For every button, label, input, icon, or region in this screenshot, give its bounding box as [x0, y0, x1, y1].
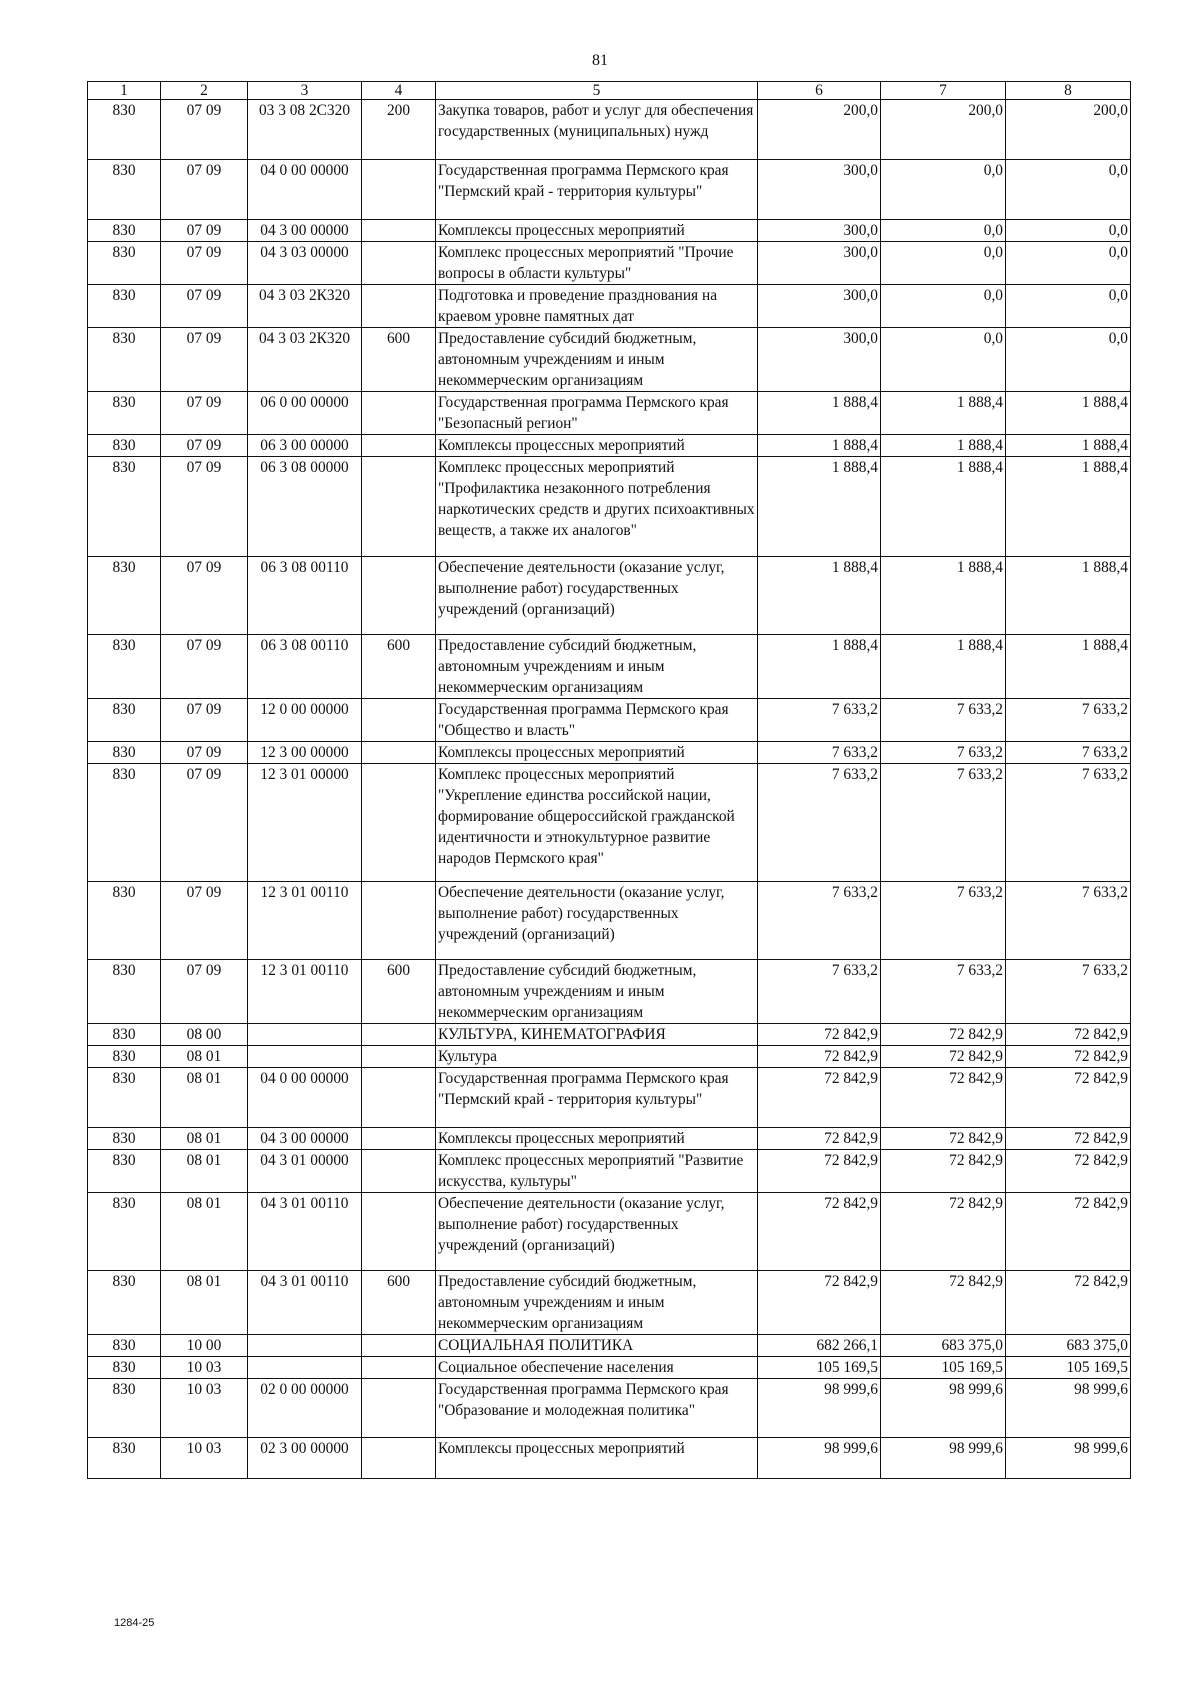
- expense-type-cell: [362, 1438, 436, 1479]
- description-cell: Комплексы процессных мероприятий: [436, 742, 758, 764]
- section-code-cell: 08 01: [161, 1150, 248, 1193]
- table-row: [88, 635, 1131, 699]
- section-code-cell: 08 01: [161, 1271, 248, 1335]
- expense-type-cell: [362, 285, 436, 328]
- amount-col6-cell: 7 633,2: [758, 764, 881, 882]
- target-article-cell: 04 3 00 00000: [248, 1128, 362, 1150]
- amount-col8-cell: 683 375,0: [1006, 1335, 1131, 1357]
- table-row: [88, 328, 1131, 392]
- target-article-cell: [248, 1024, 362, 1046]
- table-row: [88, 220, 1131, 242]
- description-cell: Комплексы процессных мероприятий: [436, 1438, 758, 1479]
- amount-col6-cell: 300,0: [758, 285, 881, 328]
- description-cell: Государственная программа Пермского края "Безопасный регион": [436, 392, 758, 435]
- target-article-cell: 04 3 03 00000: [248, 242, 362, 285]
- amount-col8-cell: 7 633,2: [1006, 960, 1131, 1024]
- amount-col7-cell: 7 633,2: [881, 699, 1006, 742]
- section-code-cell: 10 03: [161, 1379, 248, 1438]
- expense-type-cell: [362, 242, 436, 285]
- target-article-cell: 02 0 00 00000: [248, 1379, 362, 1438]
- target-article-cell: [248, 1335, 362, 1357]
- section-code-cell: 07 09: [161, 392, 248, 435]
- description-cell: Государственная программа Пермского края "Общество и власть": [436, 699, 758, 742]
- target-article-cell: 04 0 00 00000: [248, 1068, 362, 1128]
- description-cell: Комплекс процессных мероприятий "Развитие искусства, культуры": [436, 1150, 758, 1193]
- amount-col8-cell: 7 633,2: [1006, 742, 1131, 764]
- amount-col7-cell: 105 169,5: [881, 1357, 1006, 1379]
- kbk-code-cell: 830: [88, 1438, 161, 1479]
- expense-type-cell: [362, 699, 436, 742]
- kbk-code-cell: 830: [88, 242, 161, 285]
- description-cell: Обеспечение деятельности (оказание услуг, выполнение работ) государственных учреждений (организаций): [436, 557, 758, 635]
- table-row: [88, 242, 1131, 285]
- target-article-cell: 04 0 00 00000: [248, 160, 362, 220]
- table-row: [88, 699, 1131, 742]
- section-code-cell: 07 09: [161, 100, 248, 160]
- amount-col6-cell: 1 888,4: [758, 457, 881, 557]
- table-row: [88, 285, 1131, 328]
- expense-type-cell: [362, 457, 436, 557]
- section-code-cell: 08 01: [161, 1046, 248, 1068]
- target-article-cell: 03 3 08 2С320: [248, 100, 362, 160]
- amount-col7-cell: 72 842,9: [881, 1193, 1006, 1271]
- description-cell: СОЦИАЛЬНАЯ ПОЛИТИКА: [436, 1335, 758, 1357]
- section-code-cell: 07 09: [161, 220, 248, 242]
- table-row: [88, 742, 1131, 764]
- target-article-cell: [248, 1357, 362, 1379]
- amount-col7-cell: 72 842,9: [881, 1128, 1006, 1150]
- section-code-cell: 07 09: [161, 328, 248, 392]
- amount-col7-cell: 200,0: [881, 100, 1006, 160]
- amount-col8-cell: 1 888,4: [1006, 392, 1131, 435]
- amount-col7-cell: 683 375,0: [881, 1335, 1006, 1357]
- amount-col8-cell: 7 633,2: [1006, 699, 1131, 742]
- amount-col8-cell: 1 888,4: [1006, 635, 1131, 699]
- amount-col8-cell: 72 842,9: [1006, 1271, 1131, 1335]
- description-cell: КУЛЬТУРА, КИНЕМАТОГРАФИЯ: [436, 1024, 758, 1046]
- expense-type-cell: 600: [362, 1271, 436, 1335]
- kbk-code-cell: 830: [88, 699, 161, 742]
- kbk-code-cell: 830: [88, 220, 161, 242]
- table-row: [88, 557, 1131, 635]
- target-article-cell: 12 3 00 00000: [248, 742, 362, 764]
- table-row: [88, 960, 1131, 1024]
- expense-type-cell: [362, 1150, 436, 1193]
- amount-col8-cell: 0,0: [1006, 242, 1131, 285]
- description-cell: Закупка товаров, работ и услуг для обеспечения государственных (муниципальных) нужд: [436, 100, 758, 160]
- description-cell: Обеспечение деятельности (оказание услуг, выполнение работ) государственных учреждений (организаций): [436, 882, 758, 960]
- amount-col6-cell: 1 888,4: [758, 635, 881, 699]
- header-cell: 2: [161, 82, 248, 100]
- target-article-cell: 04 3 01 00110: [248, 1271, 362, 1335]
- amount-col8-cell: 72 842,9: [1006, 1046, 1131, 1068]
- table-row: [88, 1193, 1131, 1271]
- table-row: [88, 1128, 1131, 1150]
- amount-col7-cell: 1 888,4: [881, 635, 1006, 699]
- amount-col6-cell: 72 842,9: [758, 1150, 881, 1193]
- kbk-code-cell: 830: [88, 1379, 161, 1438]
- amount-col6-cell: 7 633,2: [758, 742, 881, 764]
- amount-col7-cell: 1 888,4: [881, 557, 1006, 635]
- description-cell: Комплексы процессных мероприятий: [436, 1128, 758, 1150]
- amount-col8-cell: 0,0: [1006, 328, 1131, 392]
- table-row: [88, 435, 1131, 457]
- kbk-code-cell: 830: [88, 100, 161, 160]
- amount-col6-cell: 72 842,9: [758, 1193, 881, 1271]
- amount-col6-cell: 300,0: [758, 160, 881, 220]
- table-row: [88, 100, 1131, 160]
- header-row: [88, 82, 1131, 100]
- amount-col8-cell: 7 633,2: [1006, 764, 1131, 882]
- expense-type-cell: [362, 392, 436, 435]
- target-article-cell: 12 3 01 00000: [248, 764, 362, 882]
- amount-col6-cell: 72 842,9: [758, 1024, 881, 1046]
- header-cell: 3: [248, 82, 362, 100]
- amount-col6-cell: 682 266,1: [758, 1335, 881, 1357]
- expense-type-cell: [362, 764, 436, 882]
- expense-type-cell: [362, 1335, 436, 1357]
- description-cell: Культура: [436, 1046, 758, 1068]
- amount-col8-cell: 72 842,9: [1006, 1193, 1131, 1271]
- description-cell: Комплекс процессных мероприятий "Укрепление единства российской нации, формирование общероссийской гражданской идентичности и этнокультурное развитие народов Пермского края": [436, 764, 758, 882]
- amount-col6-cell: 72 842,9: [758, 1128, 881, 1150]
- amount-col7-cell: 98 999,6: [881, 1379, 1006, 1438]
- description-cell: Комплексы процессных мероприятий: [436, 220, 758, 242]
- description-cell: Социальное обеспечение населения: [436, 1357, 758, 1379]
- amount-col7-cell: 1 888,4: [881, 392, 1006, 435]
- amount-col6-cell: 1 888,4: [758, 392, 881, 435]
- amount-col8-cell: 7 633,2: [1006, 882, 1131, 960]
- target-article-cell: [248, 1046, 362, 1068]
- amount-col7-cell: 98 999,6: [881, 1438, 1006, 1479]
- description-cell: Подготовка и проведение празднования на краевом уровне памятных дат: [436, 285, 758, 328]
- section-code-cell: 07 09: [161, 699, 248, 742]
- table-row: [88, 1024, 1131, 1046]
- section-code-cell: 07 09: [161, 160, 248, 220]
- description-cell: Комплексы процессных мероприятий: [436, 435, 758, 457]
- amount-col8-cell: 72 842,9: [1006, 1150, 1131, 1193]
- section-code-cell: 08 01: [161, 1068, 248, 1128]
- kbk-code-cell: 830: [88, 557, 161, 635]
- kbk-code-cell: 830: [88, 764, 161, 882]
- amount-col6-cell: 7 633,2: [758, 699, 881, 742]
- amount-col8-cell: 0,0: [1006, 285, 1131, 328]
- table-row: [88, 1068, 1131, 1128]
- amount-col6-cell: 200,0: [758, 100, 881, 160]
- description-cell: Комплекс процессных мероприятий "Прочие вопросы в области культуры": [436, 242, 758, 285]
- kbk-code-cell: 830: [88, 392, 161, 435]
- target-article-cell: 12 0 00 00000: [248, 699, 362, 742]
- amount-col8-cell: 200,0: [1006, 100, 1131, 160]
- header-cell: 1: [88, 82, 161, 100]
- description-cell: Государственная программа Пермского края "Образование и молодежная политика": [436, 1379, 758, 1438]
- section-code-cell: 10 03: [161, 1438, 248, 1479]
- amount-col8-cell: 0,0: [1006, 160, 1131, 220]
- table-row: [88, 1335, 1131, 1357]
- kbk-code-cell: 830: [88, 1068, 161, 1128]
- amount-col8-cell: 72 842,9: [1006, 1024, 1131, 1046]
- expense-type-cell: [362, 160, 436, 220]
- amount-col6-cell: 300,0: [758, 242, 881, 285]
- kbk-code-cell: 830: [88, 1128, 161, 1150]
- expense-type-cell: [362, 1046, 436, 1068]
- amount-col8-cell: 1 888,4: [1006, 557, 1131, 635]
- amount-col7-cell: 72 842,9: [881, 1024, 1006, 1046]
- section-code-cell: 07 09: [161, 285, 248, 328]
- kbk-code-cell: 830: [88, 1046, 161, 1068]
- header-cell: 8: [1006, 82, 1131, 100]
- target-article-cell: 06 0 00 00000: [248, 392, 362, 435]
- table-row: [88, 392, 1131, 435]
- amount-col8-cell: 98 999,6: [1006, 1379, 1131, 1438]
- table-row: [88, 1438, 1131, 1479]
- section-code-cell: 07 09: [161, 764, 248, 882]
- amount-col7-cell: 7 633,2: [881, 764, 1006, 882]
- amount-col6-cell: 300,0: [758, 328, 881, 392]
- amount-col7-cell: 72 842,9: [881, 1068, 1006, 1128]
- table-row: [88, 1379, 1131, 1438]
- amount-col7-cell: 0,0: [881, 285, 1006, 328]
- amount-col8-cell: 98 999,6: [1006, 1438, 1131, 1479]
- expense-type-cell: [362, 882, 436, 960]
- amount-col8-cell: 1 888,4: [1006, 457, 1131, 557]
- table-row: [88, 882, 1131, 960]
- table-row: [88, 1150, 1131, 1193]
- expense-type-cell: [362, 220, 436, 242]
- amount-col7-cell: 7 633,2: [881, 742, 1006, 764]
- section-code-cell: 10 00: [161, 1335, 248, 1357]
- section-code-cell: 08 01: [161, 1193, 248, 1271]
- amount-col6-cell: 7 633,2: [758, 882, 881, 960]
- expense-type-cell: 600: [362, 960, 436, 1024]
- kbk-code-cell: 830: [88, 742, 161, 764]
- kbk-code-cell: 830: [88, 1024, 161, 1046]
- kbk-code-cell: 830: [88, 635, 161, 699]
- amount-col7-cell: 0,0: [881, 220, 1006, 242]
- table-row: [88, 1046, 1131, 1068]
- section-code-cell: 07 09: [161, 242, 248, 285]
- section-code-cell: 07 09: [161, 960, 248, 1024]
- amount-col6-cell: 300,0: [758, 220, 881, 242]
- kbk-code-cell: 830: [88, 1271, 161, 1335]
- section-code-cell: 07 09: [161, 435, 248, 457]
- section-code-cell: 07 09: [161, 635, 248, 699]
- document-id: 1284-25: [114, 1617, 155, 1629]
- amount-col6-cell: 105 169,5: [758, 1357, 881, 1379]
- kbk-code-cell: 830: [88, 435, 161, 457]
- amount-col7-cell: 7 633,2: [881, 960, 1006, 1024]
- budget-table: [87, 81, 1131, 1479]
- header-cell: 4: [362, 82, 436, 100]
- kbk-code-cell: 830: [88, 160, 161, 220]
- target-article-cell: 04 3 01 00110: [248, 1193, 362, 1271]
- description-cell: Предоставление субсидий бюджетным, автономным учреждениям и иным некоммерческим организациям: [436, 635, 758, 699]
- table-row: [88, 1357, 1131, 1379]
- table-row: [88, 764, 1131, 882]
- expense-type-cell: 200: [362, 100, 436, 160]
- target-article-cell: 04 3 03 2К320: [248, 285, 362, 328]
- table-row: [88, 160, 1131, 220]
- target-article-cell: 04 3 03 2К320: [248, 328, 362, 392]
- amount-col8-cell: 1 888,4: [1006, 435, 1131, 457]
- header-cell: 6: [758, 82, 881, 100]
- section-code-cell: 07 09: [161, 457, 248, 557]
- expense-type-cell: [362, 742, 436, 764]
- kbk-code-cell: 830: [88, 328, 161, 392]
- amount-col7-cell: 72 842,9: [881, 1046, 1006, 1068]
- expense-type-cell: [362, 1024, 436, 1046]
- kbk-code-cell: 830: [88, 882, 161, 960]
- table-body: [88, 100, 1131, 1479]
- description-cell: Предоставление субсидий бюджетным, автономным учреждениям и иным некоммерческим организациям: [436, 960, 758, 1024]
- kbk-code-cell: 830: [88, 960, 161, 1024]
- kbk-code-cell: 830: [88, 457, 161, 557]
- amount-col7-cell: 7 633,2: [881, 882, 1006, 960]
- amount-col6-cell: 72 842,9: [758, 1271, 881, 1335]
- amount-col6-cell: 1 888,4: [758, 435, 881, 457]
- page-number: 81: [592, 52, 608, 69]
- section-code-cell: 07 09: [161, 742, 248, 764]
- amount-col7-cell: 1 888,4: [881, 435, 1006, 457]
- amount-col8-cell: 0,0: [1006, 220, 1131, 242]
- amount-col6-cell: 98 999,6: [758, 1379, 881, 1438]
- expense-type-cell: [362, 1128, 436, 1150]
- amount-col6-cell: 72 842,9: [758, 1046, 881, 1068]
- target-article-cell: 04 3 00 00000: [248, 220, 362, 242]
- amount-col7-cell: 0,0: [881, 242, 1006, 285]
- amount-col6-cell: 1 888,4: [758, 557, 881, 635]
- amount-col6-cell: 72 842,9: [758, 1068, 881, 1128]
- header-cell: 7: [881, 82, 1006, 100]
- amount-col7-cell: 72 842,9: [881, 1150, 1006, 1193]
- amount-col7-cell: 0,0: [881, 160, 1006, 220]
- kbk-code-cell: 830: [88, 1150, 161, 1193]
- target-article-cell: 06 3 08 00000: [248, 457, 362, 557]
- amount-col8-cell: 105 169,5: [1006, 1357, 1131, 1379]
- expense-type-cell: [362, 1357, 436, 1379]
- target-article-cell: 06 3 08 00110: [248, 635, 362, 699]
- expense-type-cell: [362, 1379, 436, 1438]
- description-cell: Предоставление субсидий бюджетным, автономным учреждениям и иным некоммерческим организациям: [436, 328, 758, 392]
- description-cell: Государственная программа Пермского края "Пермский край - территория культуры": [436, 1068, 758, 1128]
- expense-type-cell: [362, 435, 436, 457]
- description-cell: Предоставление субсидий бюджетным, автономным учреждениям и иным некоммерческим организациям: [436, 1271, 758, 1335]
- amount-col8-cell: 72 842,9: [1006, 1068, 1131, 1128]
- amount-col7-cell: 0,0: [881, 328, 1006, 392]
- expense-type-cell: 600: [362, 328, 436, 392]
- amount-col6-cell: 98 999,6: [758, 1438, 881, 1479]
- amount-col7-cell: 1 888,4: [881, 457, 1006, 557]
- table-row: [88, 457, 1131, 557]
- section-code-cell: 07 09: [161, 557, 248, 635]
- amount-col6-cell: 7 633,2: [758, 960, 881, 1024]
- target-article-cell: 12 3 01 00110: [248, 960, 362, 1024]
- description-cell: Обеспечение деятельности (оказание услуг, выполнение работ) государственных учреждений (организаций): [436, 1193, 758, 1271]
- expense-type-cell: 600: [362, 635, 436, 699]
- header-cell: 5: [436, 82, 758, 100]
- kbk-code-cell: 830: [88, 1357, 161, 1379]
- expense-type-cell: [362, 1193, 436, 1271]
- section-code-cell: 08 01: [161, 1128, 248, 1150]
- target-article-cell: 06 3 08 00110: [248, 557, 362, 635]
- expense-type-cell: [362, 557, 436, 635]
- target-article-cell: 04 3 01 00000: [248, 1150, 362, 1193]
- target-article-cell: 12 3 01 00110: [248, 882, 362, 960]
- kbk-code-cell: 830: [88, 1335, 161, 1357]
- target-article-cell: 02 3 00 00000: [248, 1438, 362, 1479]
- section-code-cell: 07 09: [161, 882, 248, 960]
- target-article-cell: 06 3 00 00000: [248, 435, 362, 457]
- section-code-cell: 10 03: [161, 1357, 248, 1379]
- amount-col7-cell: 72 842,9: [881, 1271, 1006, 1335]
- table-row: [88, 1271, 1131, 1335]
- description-cell: Комплекс процессных мероприятий "Профилактика незаконного потребления наркотических средств и других психоактивных веществ, а также их аналогов": [436, 457, 758, 557]
- kbk-code-cell: 830: [88, 1193, 161, 1271]
- kbk-code-cell: 830: [88, 285, 161, 328]
- amount-col8-cell: 72 842,9: [1006, 1128, 1131, 1150]
- expense-type-cell: [362, 1068, 436, 1128]
- section-code-cell: 08 00: [161, 1024, 248, 1046]
- description-cell: Государственная программа Пермского края "Пермский край - территория культуры": [436, 160, 758, 220]
